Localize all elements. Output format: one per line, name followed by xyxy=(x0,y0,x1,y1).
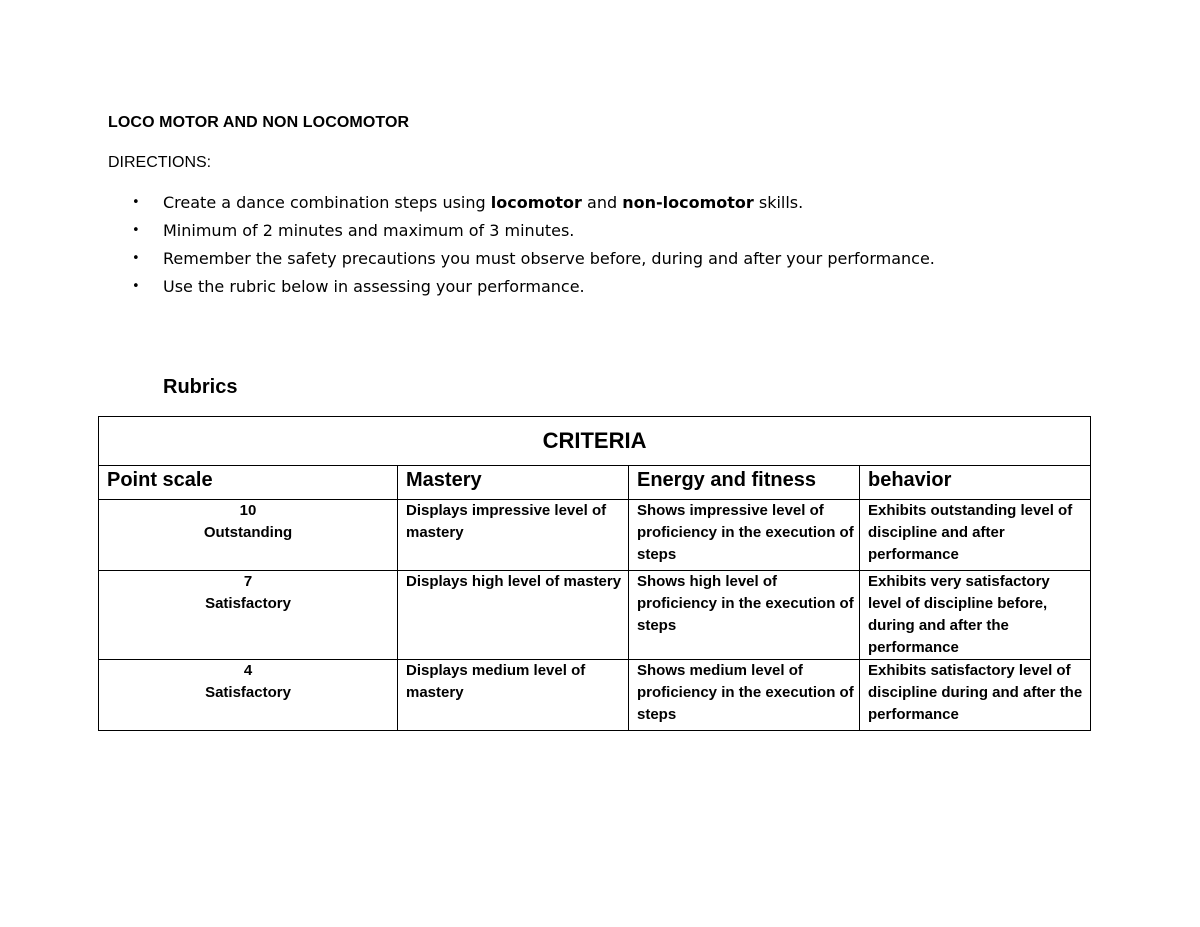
behavior-cell: Exhibits satisfactory level of discipline during and after the performance xyxy=(860,660,1091,731)
table-row xyxy=(99,500,1091,571)
directions-list xyxy=(132,193,935,305)
level-label: Outstanding xyxy=(203,524,293,541)
behavior-cell: Exhibits very satisfactory level of discipline before, during and after the performance xyxy=(860,571,1091,660)
points-value: 4 xyxy=(243,662,253,679)
bullet-icon: • xyxy=(132,251,140,266)
column-header-energy: Energy and fitness xyxy=(629,466,860,500)
bullet-text: Use the rubric below in assessing your performance. xyxy=(163,277,585,296)
table-row xyxy=(99,571,1091,660)
directions-label: DIRECTIONS: xyxy=(108,154,212,171)
energy-cell: Shows medium level of proficiency in the execution of steps xyxy=(629,660,860,731)
mastery-cell: Displays impressive level of mastery xyxy=(398,500,629,571)
criteria-row xyxy=(99,417,1091,466)
table-row xyxy=(99,660,1091,731)
column-header-point-scale: Point scale xyxy=(99,466,398,500)
energy-cell: Shows high level of proficiency in the execution of steps xyxy=(629,571,860,660)
list-item xyxy=(132,221,935,249)
bullet-text: Minimum of 2 minutes and maximum of 3 minutes. xyxy=(163,221,575,240)
bullet-icon: • xyxy=(132,223,140,238)
document-title: LOCO MOTOR AND NON LOCOMOTOR xyxy=(108,114,410,131)
level-label: Satisfactory xyxy=(205,684,291,701)
mastery-cell: Displays high level of mastery xyxy=(398,571,629,660)
bullet-icon: • xyxy=(132,279,140,294)
energy-cell: Shows impressive level of proficiency in the execution of steps xyxy=(629,500,860,571)
bullet-text: Remember the safety precautions you must observe before, during and after your performance. xyxy=(163,249,935,268)
behavior-cell: Exhibits outstanding level of discipline and after performance xyxy=(860,500,1091,571)
rubric-table xyxy=(98,416,1091,731)
column-header-behavior: behavior xyxy=(860,466,1091,500)
list-item xyxy=(132,249,935,277)
bullet-text: Create a dance combination steps using locomotor and non-locomotor skills. xyxy=(163,193,804,212)
column-header-mastery: Mastery xyxy=(398,466,629,500)
bullet-icon: • xyxy=(132,195,140,210)
column-header-row xyxy=(99,466,1091,500)
criteria-header: CRITERIA xyxy=(99,417,1091,466)
list-item xyxy=(132,277,935,305)
points-value: 10 xyxy=(239,502,257,519)
level-label: Satisfactory xyxy=(205,595,291,612)
list-item xyxy=(132,193,935,221)
mastery-cell: Displays medium level of mastery xyxy=(398,660,629,731)
point-scale-cell xyxy=(99,660,398,731)
point-scale-cell xyxy=(99,571,398,660)
rubrics-heading: Rubrics xyxy=(163,376,238,398)
point-scale-cell xyxy=(99,500,398,571)
points-value: 7 xyxy=(243,573,253,590)
